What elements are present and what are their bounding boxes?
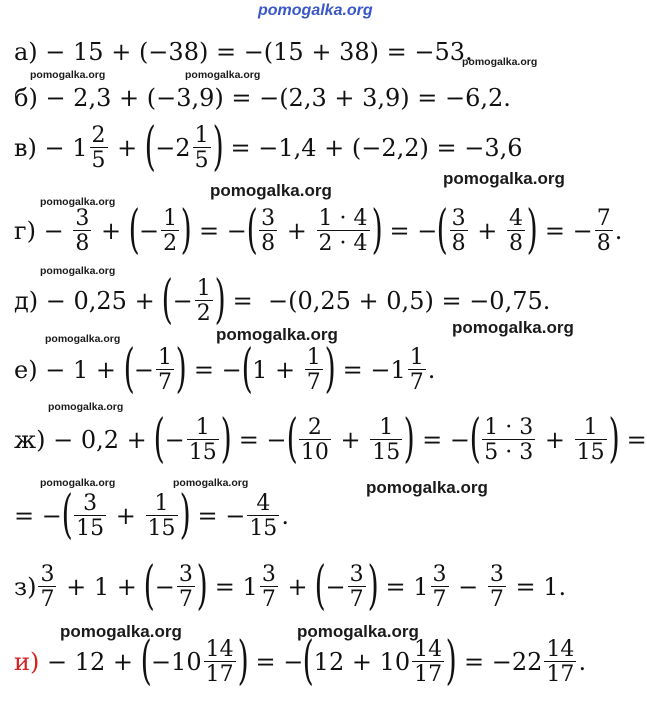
fraction [38, 563, 56, 611]
watermark: pomogalka.org [443, 169, 565, 188]
watermark: pomogalka.org [366, 478, 488, 497]
numerator: 3 [75, 206, 90, 231]
watermark: pomogalka.org [462, 56, 538, 68]
numerator: 1 [196, 276, 211, 301]
paren-right: ) [220, 409, 232, 470]
denominator: 8 [596, 231, 611, 257]
paren-left: ( [61, 485, 73, 546]
numerator: 2 [91, 123, 106, 148]
fraction [305, 346, 323, 394]
denominator: 7 [489, 587, 504, 613]
denominator: 15 [76, 516, 105, 542]
fraction [156, 346, 174, 394]
numerator: 3 [349, 562, 364, 587]
denominator: 7 [409, 370, 424, 396]
fraction [260, 563, 278, 611]
expr-part: − [35, 217, 72, 246]
denominator: 17 [546, 662, 575, 688]
numerator: 3 [83, 491, 98, 516]
expr-part: = − [414, 426, 470, 455]
numerator: 1 [306, 345, 321, 370]
numerator: 3 [451, 206, 466, 231]
numerator: 1 · 4 [318, 206, 368, 231]
denominator: 17 [414, 662, 443, 688]
numerator: 3 [178, 562, 193, 587]
denominator: 7 [306, 370, 321, 396]
fraction [193, 124, 211, 172]
denominator: 7 [178, 587, 193, 613]
watermark: pomogalka.org [216, 325, 338, 344]
fraction [408, 346, 426, 394]
numerator: 1 [379, 415, 394, 440]
numerator: 1 [154, 491, 169, 516]
expr-part: − 1 [36, 134, 88, 163]
denominator: 8 [508, 231, 523, 257]
expr-part: − [138, 217, 160, 246]
paren-right: ) [212, 117, 224, 178]
expr-part: − 1 + [37, 356, 124, 385]
numerator: 1 [583, 415, 598, 440]
paren-left: ( [153, 409, 166, 470]
watermark: pomogalka.org [297, 622, 419, 641]
expr-part: = − [186, 356, 242, 385]
expr-part: . [281, 502, 289, 531]
expr-part: − [164, 426, 185, 455]
row-label: в) [14, 134, 37, 163]
fraction [247, 492, 279, 540]
numerator: 3 [489, 562, 504, 587]
watermark: pomogalka.org [48, 401, 124, 413]
expr-part: 12 + 10 [313, 648, 411, 677]
denominator: 8 [75, 231, 90, 257]
expr-part: − [172, 287, 193, 316]
denominator: 5 [194, 148, 209, 174]
fraction [259, 207, 277, 255]
expr-part: = −1 [335, 356, 406, 385]
paren-left: ( [314, 556, 326, 617]
expr-part: + [109, 134, 145, 163]
paren-right: ) [403, 409, 415, 470]
numerator: 1 [163, 206, 178, 231]
paren-right: ) [526, 200, 538, 261]
numerator: 3 [261, 562, 276, 587]
expr-part: − [133, 356, 154, 385]
expr-part: = −22 [456, 648, 543, 677]
fraction [431, 563, 449, 611]
denominator: 7 [432, 587, 447, 613]
fraction [146, 492, 178, 540]
watermark: pomogalka.org [210, 181, 332, 200]
row-label: е) [14, 356, 38, 385]
fraction [161, 207, 179, 255]
paren-left: ( [286, 409, 298, 470]
row-label: ж) [14, 426, 46, 455]
row-zh-continued [14, 485, 289, 546]
numerator: 1 [158, 345, 172, 370]
expr-part: + [537, 426, 573, 455]
numerator: 14 [205, 637, 234, 662]
expr-part: + [332, 426, 369, 455]
denominator: 15 [372, 440, 401, 466]
numerator: 3 [432, 562, 447, 587]
expr-part: = − [189, 502, 246, 531]
row-label: г) [14, 217, 36, 246]
expr-part: −2 [155, 134, 191, 163]
watermark: pomogalka.org [30, 69, 106, 81]
expr-part: = −(0,25 + 0,5) = −0,75. [225, 287, 551, 316]
fraction [195, 277, 213, 325]
denominator: 7 [40, 587, 55, 613]
paren-left: ( [144, 556, 156, 617]
paren-left: ( [128, 200, 140, 261]
denominator: 2 [196, 301, 211, 327]
denominator: 2 · 4 [318, 231, 368, 257]
expr-part: = [618, 426, 647, 455]
fraction [370, 416, 402, 464]
watermark: pomogalka.org [45, 333, 121, 345]
expr-part: + [108, 502, 144, 531]
fraction [348, 563, 366, 611]
numerator: 14 [414, 637, 443, 662]
paren-right: ) [324, 339, 336, 400]
expr-part: + [279, 573, 316, 602]
row-expression: − 2,3 + (−3,9) = −(2,3 + 3,9) = −6,2. [37, 84, 511, 112]
paren-left: ( [144, 117, 156, 178]
fraction [177, 563, 195, 611]
fraction [482, 416, 535, 464]
paren-right: ) [196, 556, 208, 617]
fraction [204, 638, 236, 686]
numerator: 1 · 3 [484, 415, 534, 440]
paren-right: ) [237, 631, 249, 692]
expr-part: . [427, 356, 436, 385]
fraction [187, 416, 219, 464]
paren-right: ) [175, 339, 187, 400]
denominator: 7 [349, 587, 364, 613]
paren-right: ) [371, 200, 383, 261]
paren-right: ) [180, 200, 192, 261]
expr-part: + [279, 217, 315, 246]
fraction [299, 416, 331, 464]
paren-left: ( [161, 270, 174, 331]
expr-part: = − [191, 217, 247, 246]
expr-part: = 1. [507, 573, 567, 602]
watermark: pomogalka.org [173, 477, 249, 489]
watermark: pomogalka.org [60, 622, 182, 641]
fraction [488, 563, 506, 611]
expr-part: = −1,4 + (−2,2) = −3,6 [222, 134, 523, 163]
fraction [73, 207, 91, 255]
expr-part: . [614, 217, 623, 246]
expr-part: − [450, 573, 486, 602]
watermark: pomogalka.org [185, 69, 261, 81]
expr-part: = − [381, 217, 438, 246]
expr-part: − 12 + [39, 648, 141, 677]
row-z [14, 556, 567, 617]
expr-part: −10 [150, 648, 202, 677]
numerator: 1 [194, 123, 209, 148]
expr-part: 1 + [252, 356, 303, 385]
watermark: pomogalka.org [40, 477, 116, 489]
numerator: 7 [596, 206, 611, 231]
denominator: 17 [205, 662, 234, 688]
row-label: а) [14, 38, 38, 66]
numerator: 4 [508, 206, 523, 231]
numerator: 3 [261, 206, 276, 231]
watermark: pomogalka.org [40, 265, 116, 277]
denominator: 7 [158, 370, 172, 396]
row-label: б) [14, 84, 38, 112]
fraction [317, 207, 370, 255]
expr-part: = 1 [207, 573, 258, 602]
expr-part: + [469, 217, 505, 246]
expr-part: = − [231, 426, 287, 455]
fraction [412, 638, 444, 686]
numerator: 4 [256, 491, 271, 516]
denominator: 15 [249, 516, 278, 542]
fraction [544, 638, 576, 686]
row-zh [14, 409, 647, 470]
expr-part: . [578, 648, 587, 677]
denominator: 10 [300, 440, 329, 466]
paren-right: ) [445, 631, 457, 692]
expr-part: − 0,25 + [38, 287, 163, 316]
fraction [450, 207, 468, 255]
expr-part: = − [247, 648, 304, 677]
expr-part: − [154, 573, 175, 602]
numerator: 2 [307, 415, 322, 440]
paren-right: ) [179, 485, 191, 546]
watermark-top: pomogalka.org [258, 2, 373, 19]
denominator: 8 [451, 231, 466, 257]
watermark: pomogalka.org [40, 196, 116, 208]
paren-left: ( [302, 631, 315, 692]
denominator: 7 [261, 587, 276, 613]
row-label: и) [14, 648, 40, 677]
paren-left: ( [436, 200, 449, 261]
paren-right: ) [214, 270, 226, 331]
watermark: pomogalka.org [452, 318, 574, 337]
fraction [507, 207, 525, 255]
row-label: з) [14, 573, 37, 602]
paren-left: ( [241, 339, 253, 400]
expr-part: = − [14, 502, 62, 531]
row-label: д) [14, 287, 39, 316]
paren-left: ( [123, 339, 135, 400]
row-expression: − 15 + (−38) = −(15 + 38) = −53. [37, 38, 473, 66]
paren-left: ( [469, 409, 481, 470]
paren-right: ) [367, 556, 379, 617]
paren-right: ) [608, 409, 620, 470]
denominator: 15 [576, 440, 605, 466]
paren-left: ( [246, 200, 258, 261]
denominator: 5 · 3 [484, 440, 534, 466]
fraction [575, 416, 607, 464]
row-v [14, 117, 523, 178]
fraction [595, 207, 613, 255]
row-b [14, 86, 511, 110]
denominator: 15 [188, 440, 217, 466]
paren-left: ( [140, 631, 152, 692]
row-a [14, 40, 473, 64]
denominator: 8 [261, 231, 276, 257]
numerator: 1 [409, 345, 424, 370]
fraction [74, 492, 106, 540]
numerator: 1 [195, 415, 210, 440]
expr-part: + 1 + [58, 573, 145, 602]
expr-part: = − [537, 217, 593, 246]
denominator: 2 [163, 231, 178, 257]
expr-part: = 1 [377, 573, 429, 602]
fraction [90, 124, 108, 172]
denominator: 15 [147, 516, 176, 542]
expr-part: − 0,2 + [45, 426, 155, 455]
numerator: 3 [40, 562, 55, 587]
expr-part: − [325, 573, 346, 602]
denominator: 5 [91, 148, 106, 174]
expr-part: + [93, 217, 129, 246]
numerator: 14 [546, 637, 575, 662]
